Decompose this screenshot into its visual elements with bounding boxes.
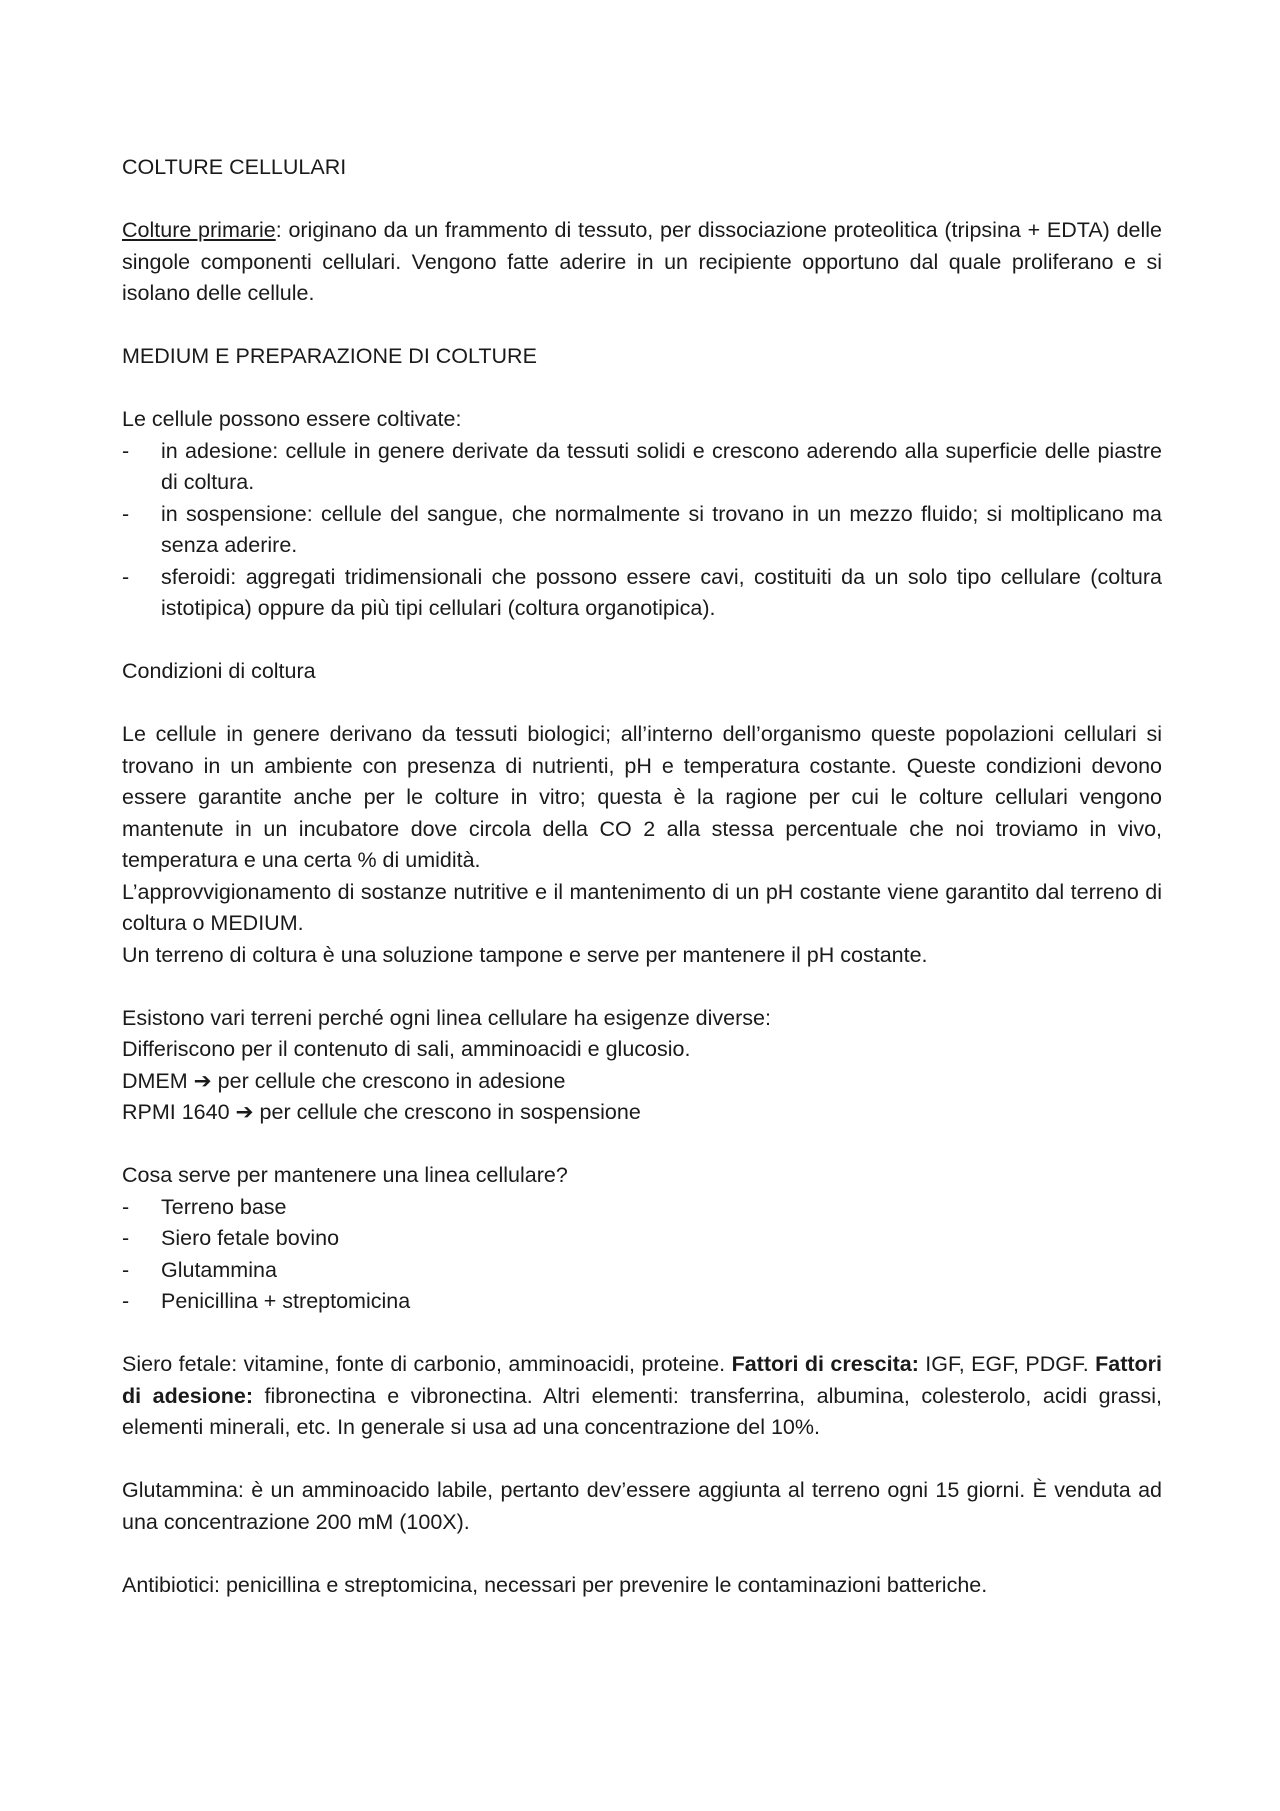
dash-bullet: - bbox=[122, 1289, 130, 1313]
media-line-2: Differiscono per il contenuto di sali, amminoacidi e glucosio. bbox=[122, 1037, 691, 1061]
cultivation-intro: Le cellule possono essere coltivate: bbox=[122, 407, 462, 431]
dash-bullet: - bbox=[122, 1194, 130, 1219]
list-item-text: Glutammina bbox=[161, 1257, 277, 1282]
dash-bullet: - bbox=[122, 1257, 130, 1282]
list-item bbox=[122, 499, 1162, 562]
arrow-icon: ➔ bbox=[193, 1068, 212, 1093]
serum-text-a: Siero fetale: vitamine, fonte di carbonio, amminoacidi, proteine. bbox=[122, 1352, 732, 1376]
serum-text-e: fibronectina e vibronectina. Altri elementi: transferrina, albumina, colesterolo, acidi grassi, elementi minerali, etc. In generale si usa ad una concentrazione del 10%. bbox=[122, 1383, 1162, 1439]
primary-cultures-paragraph bbox=[122, 215, 1162, 310]
list-item bbox=[122, 1286, 1162, 1318]
rpmi-text: per cellule che crescono in sospensione bbox=[259, 1100, 641, 1124]
arrow-icon: ➔ bbox=[235, 1100, 254, 1124]
dash-bullet: - bbox=[122, 438, 130, 463]
antibiotics-paragraph: Antibiotici: penicillina e streptomicina, necessari per prevenire le contaminazioni batteriche. bbox=[122, 1572, 988, 1597]
adhesion-factors-label: Fattori di adesione: bbox=[122, 1352, 1162, 1408]
list-item-text: Penicillina + streptomicina bbox=[161, 1289, 411, 1313]
list-item-text: in adesione: cellule in genere derivate da tessuti solidi e crescono aderendo alla superficie delle piastre di coltura. bbox=[161, 438, 1162, 494]
list-item-text: sferoidi: aggregati tridimensionali che possono essere cavi, costituiti da un solo tipo cellulare (coltura istotipica) oppure da più tipi cellulari (coltura organotipica). bbox=[161, 564, 1162, 620]
dash-bullet: - bbox=[122, 1226, 130, 1250]
list-item bbox=[122, 1255, 1162, 1287]
rpmi-label: RPMI 1640 bbox=[122, 1100, 230, 1124]
list-item bbox=[122, 436, 1162, 499]
dmem-text: per cellule che crescono in adesione bbox=[217, 1068, 566, 1093]
rpmi-line bbox=[122, 1097, 1162, 1129]
document-page bbox=[122, 152, 1162, 1633]
dmem-label: DMEM bbox=[122, 1068, 188, 1093]
maintenance-list bbox=[122, 1192, 1162, 1318]
dmem-line bbox=[122, 1066, 1162, 1098]
dash-bullet: - bbox=[122, 501, 130, 526]
conditions-paragraph-1: Le cellule in genere derivano da tessuti biologici; all’interno dell’organismo queste popolazioni cellulari si trovano in un ambiente con presenza di nutrienti, pH e temperatura costante. Queste condizioni devono essere garantite anche per le colture in vitro; questa è la ragione per cui le colture cellulari vengono mantenute in un incubatore dove circola della CO 2 alla stessa percentuale che noi troviamo in vivo, temperatura e una certa % di umidità. bbox=[122, 722, 1162, 872]
media-line-1: Esistono vari terreni perché ogni linea cellulare ha esigenze diverse: bbox=[122, 1005, 771, 1030]
primary-cultures-text: : originano da un frammento di tessuto, per dissociazione proteolitica (tripsina + EDTA) delle singole componenti cellulari. Vengono fatte aderire in un recipiente opportuno dal quale proliferano e si isolano delle cellule. bbox=[122, 218, 1162, 305]
growth-factors-label: Fattori di crescita: bbox=[731, 1352, 919, 1376]
conditions-paragraph-2: L’approvvigionamento di sostanze nutritive e il mantenimento di un pH costante viene garantito dal terreno di coltura o MEDIUM. bbox=[122, 879, 1162, 935]
primary-cultures-term: Colture primarie bbox=[122, 218, 276, 242]
list-item-text: Siero fetale bovino bbox=[161, 1226, 340, 1250]
list-item-text: in sospensione: cellule del sangue, che normalmente si trovano in un mezzo fluido; si moltiplicano ma senza aderire. bbox=[161, 501, 1162, 557]
serum-text-c: IGF, EGF, PDGF. bbox=[918, 1352, 1096, 1376]
cultivation-list bbox=[122, 436, 1162, 625]
glutamine-paragraph: Glutammina: è un amminoacido labile, pertanto dev’essere aggiunta al terreno ogni 15 giorni. È venduta ad una concentrazione 200 mM (100X). bbox=[122, 1478, 1162, 1534]
maintenance-question: Cosa serve per mantenere una linea cellulare? bbox=[122, 1163, 568, 1187]
document-title: COLTURE CELLULARI bbox=[122, 155, 347, 179]
medium-heading: MEDIUM E PREPARAZIONE DI COLTURE bbox=[122, 344, 537, 368]
list-item bbox=[122, 1223, 1162, 1255]
conditions-paragraph-3: Un terreno di coltura è una soluzione tampone e serve per mantenere il pH costante. bbox=[122, 942, 928, 967]
list-item bbox=[122, 1192, 1162, 1224]
list-item bbox=[122, 562, 1162, 625]
serum-paragraph bbox=[122, 1349, 1162, 1444]
conditions-heading: Condizioni di coltura bbox=[122, 659, 316, 683]
dash-bullet: - bbox=[122, 564, 130, 589]
list-item-text: Terreno base bbox=[161, 1194, 287, 1219]
